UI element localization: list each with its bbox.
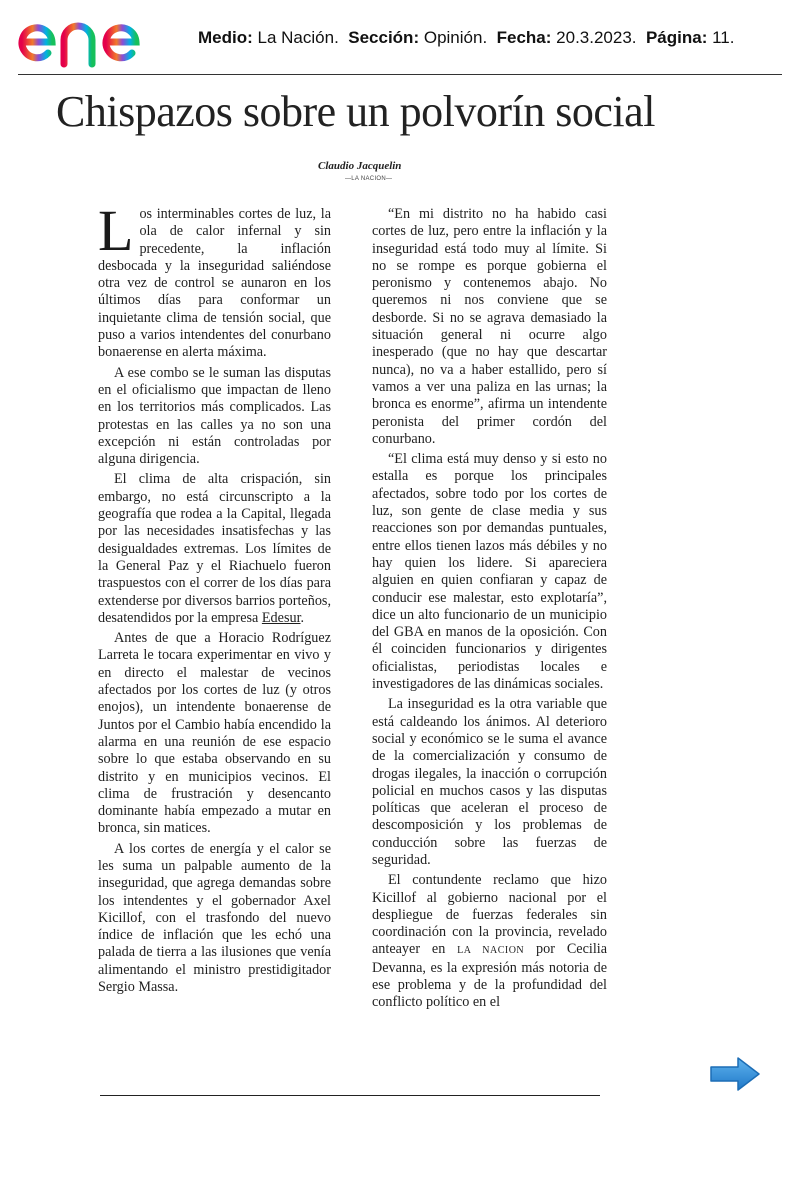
paragraph	[98, 206, 331, 362]
paragraph-text: por Cecilia Devanna, es la expresión más notoria de ese problema y de la profundidad del conflicto político en el	[372, 941, 607, 1011]
pagina-label: Página:	[645, 28, 708, 47]
fecha-label: Fecha:	[496, 28, 552, 47]
article-source: —LA NACION—	[345, 176, 393, 182]
article-author: Claudio Jacquelin	[318, 160, 402, 172]
newspaper-name: LA NACION	[457, 945, 525, 957]
paragraph-text: El contundente reclamo que hizo Kicillof al gobierno nacional por el despliegue de fuerzas federales sin coordinación con la provincia, revelado anteayer en	[372, 872, 607, 958]
medio-value: La Nación.	[257, 28, 339, 47]
edesur-link[interactable]: Edesur	[261, 609, 301, 626]
paragraph: A los cortes de energía y el calor se les suma un palpable aumento de la inseguridad, que agrega demandas sobre los intendentes y el gobernador Axel Kicillof, con el trasfondo del nuevo índice de inflación que les echó una palada de tierra a las ilusiones que venía alimentando el ministro prestidigitador Sergio Massa.	[98, 840, 331, 996]
enel-logo	[14, 4, 186, 70]
paragraph	[372, 872, 607, 1011]
paragraph: La inseguridad es la otra variable que está caldeando los ánimos. Al deterioro social y económico se le suma el avance de la comercialización y consumo de drogas ilegales, la inacción o corrupción policial en muchos casos y las disputas políticas que aceleran el proceso de descomposición y los problemas de conducción sobre las fuerzas de seguridad.	[372, 696, 607, 868]
article-headline: Chispazos sobre un polvorín social	[56, 87, 655, 136]
paragraph-text: os interminables cortes de luz, la ola de calor infernal y sin precedente, la inflación desbocada y la inseguridad saliéndose otra vez de control se aunaron en los últimos días para conformar un inquietante clima de tensión social, que puso a varios intendentes del conurbano bonaerense en alerta máxima.	[98, 206, 331, 361]
article-column-right	[372, 206, 607, 1036]
drop-cap: L	[98, 206, 134, 263]
paragraph: “El clima está muy denso y si esto no estalla es porque los principales afectados, sobre todo por los cortes de luz, son gente de clase media y sus reacciones son por demandas puntuales, entre ellos tienen lazos más débiles y no hay quien los lidere. Si apareciera alguien en quien confiaran y capaz de conducir ese malestar, esto explotaría”, dice un alto funcionario de un municipio del GBA en manos de la oposición. Con él coinciden funcionarios y dirigentes oficialistas, periodistas locales e investigadores de las dinámicas sociales.	[372, 451, 607, 693]
paragraph	[98, 471, 331, 627]
paragraph: A ese combo se le suman las disputas en el oficialismo que impactan de lleno en los territorios más complicados. Las protestas en las calles ya no son una excepción ni están controladas por alguna dirigencia.	[98, 364, 331, 468]
paragraph-text: El clima de alta crispación, sin embargo, no está circunscripto a la geografía que rodea a la Capital, llegada por las necesidades insatisfechas y las desigualdades extremas. Los límites de la General Paz y el Riachuelo fueron traspuestos con el correr de los días para extenderse por diversos barrios porteños, desatendidos por la empresa	[98, 471, 331, 626]
seccion-value: Opinión.	[423, 28, 488, 47]
paragraph: “En mi distrito no ha habido casi cortes de luz, pero entre la inflación y la inseguridad está todo muy al límite. Si no se rompe es porque gobierna el peronismo y contenemos abajo. No queremos ni nos conviene que se desborde. Si no se agrava demasiado la situación general ni ocurre algo inesperado (que no hay que descartar nunca), no va a haber estallido, pero sí vamos a ver una paliza en las urnas; la bronca es enorme”, afirma un intendente peronista del primer cordón del conurbano.	[372, 206, 607, 447]
paragraph: Antes de que a Horacio Rodríguez Larreta le tocara experimentar en vivo y en directo el malestar de vecinos afectados por los cortes de luz (y otros enojos), un intendente bonaerense de Juntos por el Cambio había encendido la alarma en una reunión de ese espacio sobre lo que estaba observando en su distrito y en municipios vecinos. El clima de frustración y desencanto dominante había empezado a mutar en bronca, sin matices.	[98, 630, 331, 837]
medio-label: Medio:	[198, 28, 253, 47]
footer-divider	[100, 1095, 600, 1096]
paragraph-text: .	[300, 609, 305, 626]
arrow-right-icon[interactable]	[708, 1054, 762, 1094]
header-divider	[18, 74, 782, 75]
page-header	[0, 0, 800, 76]
publication-meta	[198, 28, 734, 48]
seccion-label: Sección:	[348, 28, 420, 47]
pagina-value: 11.	[712, 28, 735, 47]
article-column-left	[98, 206, 331, 1036]
fecha-value: 20.3.2023.	[556, 28, 637, 47]
